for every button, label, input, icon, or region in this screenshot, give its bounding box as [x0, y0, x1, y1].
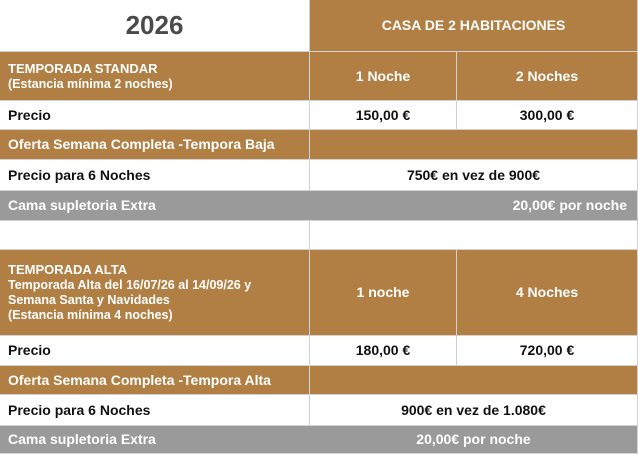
- standard-price-label: Precio: [8, 106, 51, 123]
- high-col-1-night: [310, 250, 457, 336]
- standard-price-2-cell: [457, 101, 638, 130]
- high-season-min-stay: (Estancia mínima 4 noches): [8, 308, 173, 322]
- standard-offer-value-cell: [310, 160, 638, 191]
- standard-offer-label: Precio para 6 Noches: [8, 166, 151, 183]
- high-price-1: 180,00 €: [355, 342, 411, 358]
- standard-col-1-label: 1 Noche: [355, 67, 411, 84]
- high-offer-label-cell: [0, 395, 310, 426]
- standard-offer-label-cell: [0, 160, 310, 191]
- high-price-1-cell: [310, 336, 457, 366]
- house-title-cell: [310, 0, 638, 52]
- standard-offer-title-cell: [0, 130, 310, 160]
- standard-price-2: 300,00 €: [519, 106, 575, 123]
- standard-price-1-cell: [310, 101, 457, 130]
- high-price-2-cell: [457, 336, 638, 366]
- high-offer-title: Oferta Semana Completa -Tempora Alta: [8, 371, 271, 388]
- standard-season-subtitle: (Estancia mínima 2 noches): [8, 76, 173, 91]
- high-col-2-label: 4 Noches: [515, 284, 579, 300]
- standard-offer-title-fill: [310, 130, 638, 160]
- standard-col-2-nights: [457, 52, 638, 101]
- standard-col-1-night: [310, 52, 457, 101]
- high-season-dates: Temporada Alta del 16/07/26 al 14/09/26 y: [8, 278, 252, 292]
- high-offer-label: Precio para 6 Noches: [8, 401, 151, 418]
- high-offer-title-fill: [310, 366, 638, 395]
- high-extra-value-cell: [310, 426, 638, 454]
- year-label: 2026: [125, 10, 184, 40]
- spacer-right: [310, 221, 638, 250]
- high-extra-value: 20,00€ por noche: [416, 431, 531, 447]
- standard-extra-label-cell: [0, 191, 310, 221]
- standard-offer-title: Oferta Semana Completa -Tempora Baja: [8, 136, 275, 152]
- high-price-2: 720,00 €: [519, 342, 575, 358]
- high-price-label: Precio: [8, 342, 51, 358]
- high-offer-value: 900€ en vez de 1.080€: [401, 401, 546, 418]
- standard-price-1: 150,00 €: [355, 106, 411, 123]
- high-season-holidays: Semana Santa y Navidades: [8, 293, 170, 307]
- standard-extra-value: 20,00€ por noche: [512, 197, 627, 213]
- standard-offer-value: 750€ en vez de 900€: [406, 166, 541, 183]
- high-extra-label: Cama supletoria Extra: [8, 431, 156, 447]
- high-col-1-label: 1 noche: [356, 284, 410, 300]
- high-col-4-nights: [457, 250, 638, 336]
- high-season-title: TEMPORADA ALTA: [8, 262, 128, 277]
- high-extra-label-cell: [0, 426, 310, 454]
- high-season-header: [0, 250, 310, 336]
- standard-price-label-cell: [0, 101, 310, 130]
- standard-col-2-label: 2 Noches: [515, 67, 579, 84]
- high-offer-value-cell: [310, 395, 638, 426]
- standard-extra-label: Cama supletoria Extra: [8, 197, 156, 213]
- high-price-label-cell: [0, 336, 310, 366]
- standard-season-header: [0, 52, 310, 101]
- house-title: CASA DE 2 HABITACIONES: [381, 17, 566, 33]
- year-cell: [0, 0, 310, 52]
- spacer-left: [0, 221, 310, 250]
- standard-season-title: TEMPORADA STANDAR: [8, 60, 158, 76]
- standard-extra-value-cell: [310, 191, 638, 221]
- high-offer-title-cell: [0, 366, 310, 395]
